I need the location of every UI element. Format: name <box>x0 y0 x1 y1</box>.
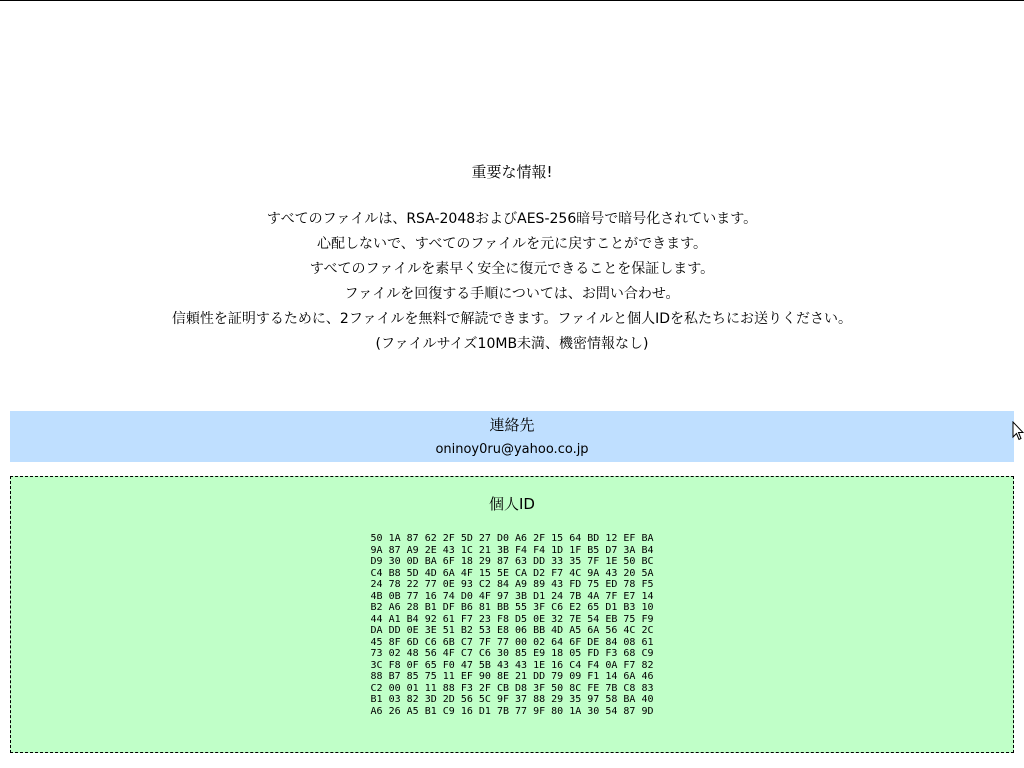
personal-id-row: 4B 0B 77 16 74 D0 4F 97 3B D1 24 7B 4A 7F E7 14 <box>370 590 654 602</box>
personal-id-row: 73 02 48 56 4F C7 C6 30 85 E9 18 05 FD F3 68 C9 <box>370 648 654 659</box>
mouse-pointer-icon <box>1012 421 1024 445</box>
notice-line: (ファイルサイズ10MB未満、機密情報なし) <box>375 336 649 352</box>
personal-id-row: 45 8F 6D C6 6B C7 7F 77 00 02 64 6F DE 84 08 61 <box>370 636 654 648</box>
ransom-notice <box>0 161 1024 357</box>
personal-id-row: 50 1A 87 62 2F 5D 27 D0 A6 2F 15 64 BD 12 EF BA <box>370 533 654 544</box>
personal-id-row: 44 A1 B4 92 61 F7 23 F8 D5 0E 32 7E 54 EB 75 F9 <box>370 613 654 625</box>
personal-id-row: C4 B8 5D 4D 6A 4F 15 5E CA D2 F7 4C 9A 43 20 5A <box>370 567 654 579</box>
personal-id-row: DA DD 0E 3E 51 B2 53 E8 06 BB 4D A5 6A 56 4C 2C <box>370 625 654 636</box>
personal-id-section <box>10 476 1014 753</box>
personal-id-row: 9A 87 A9 2E 43 1C 21 3B F4 F4 1D 1F B5 D7 3A B4 <box>370 544 654 556</box>
personal-id-title: 個人ID <box>489 495 535 513</box>
personal-id-row: A6 26 A5 B1 C9 16 D1 7B 77 9F 80 1A 30 54 87 9D <box>370 705 654 717</box>
personal-id-row: 88 B7 85 75 11 EF 90 8E 21 DD 79 09 F1 14 6A 46 <box>370 671 654 682</box>
notice-line: 心配しないで、すべてのファイルを元に戻すことができます。 <box>316 236 708 252</box>
personal-id-row: C2 00 01 11 88 F3 2F CB D8 3F 50 8C FE 7B C8 83 <box>370 682 654 694</box>
personal-id-row: 3C F8 0F 65 F0 47 5B 43 43 1E 16 C4 F4 0A F7 82 <box>370 659 654 671</box>
notice-title: 重要な情報! <box>471 163 553 181</box>
personal-id-row: B2 A6 28 B1 DF B6 81 BB 55 3F C6 E2 65 D1 B3 10 <box>370 602 654 613</box>
notice-line: 信頼性を証明するために、2ファイルを無料で解読できます。ファイルと個人IDを私たちにお送りください。 <box>171 311 853 327</box>
contact-email: oninoy0ru@yahoo.co.jp <box>435 442 589 457</box>
contact-title: 連絡先 <box>489 416 535 434</box>
personal-id-row: B1 03 82 3D 2D 56 5C 9F 37 88 29 35 97 58 BA 40 <box>370 694 654 705</box>
personal-id-row: 24 78 22 77 0E 93 C2 84 A9 89 43 FD 75 ED 78 F5 <box>370 579 654 590</box>
contact-section <box>10 411 1014 462</box>
personal-id-hex <box>371 533 654 717</box>
personal-id-row: D9 30 0D BA 6F 18 29 87 63 DD 33 35 7F 1E 50 BC <box>370 556 654 567</box>
notice-line: すべてのファイルは、RSA-2048およびAES-256暗号で暗号化されています。 <box>266 211 758 227</box>
notice-line: すべてのファイルを素早く安全に復元できることを保証します。 <box>309 261 715 277</box>
notice-line: ファイルを回復する手順については、お問い合わせ。 <box>344 286 680 302</box>
notice-lines <box>0 207 1024 357</box>
